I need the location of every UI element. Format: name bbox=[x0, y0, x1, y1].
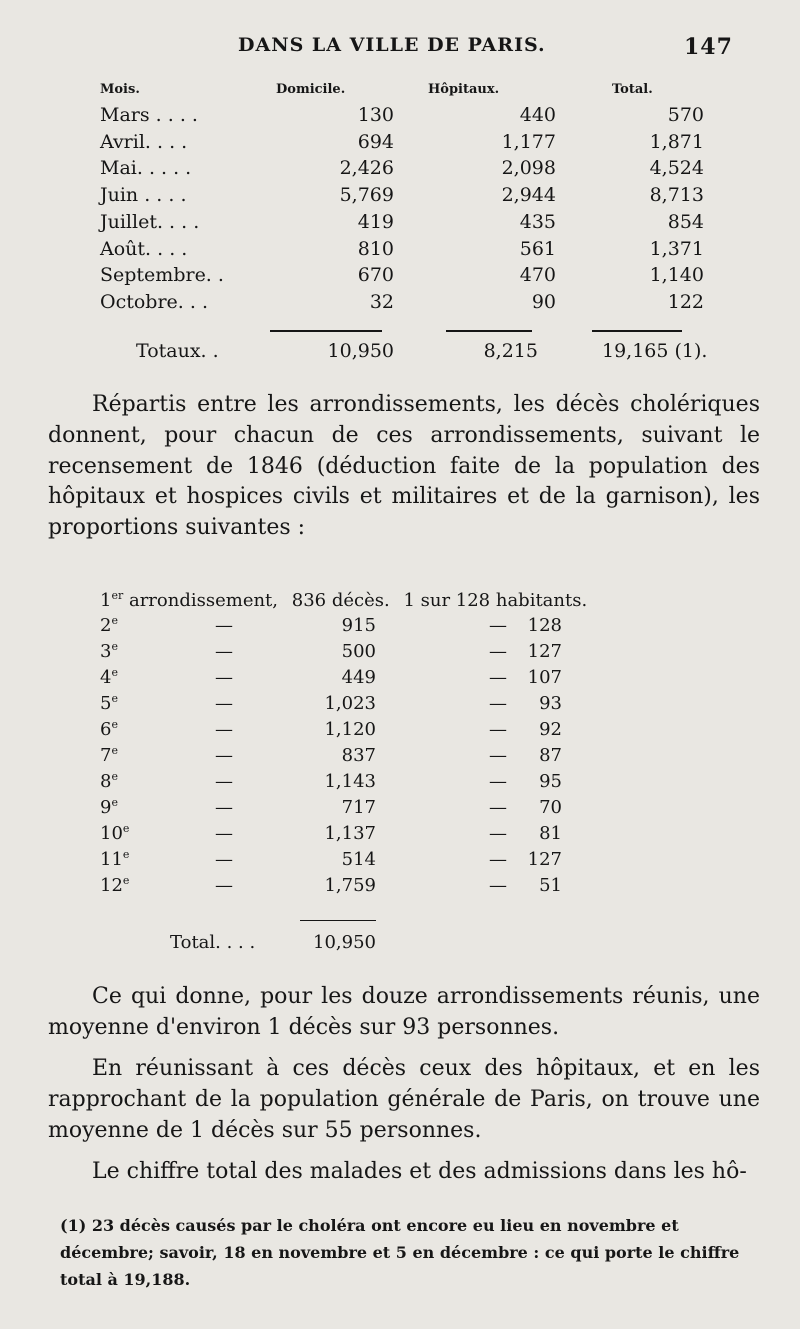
arr-row-dash: — bbox=[489, 823, 507, 844]
arr-row-dash: — bbox=[215, 875, 233, 896]
monthly-row-domicile-value: 2,426 bbox=[339, 157, 394, 179]
monthly-row-hopitaux-value: 90 bbox=[531, 291, 556, 313]
arr-row-dash: — bbox=[215, 797, 233, 818]
arr-ordinal-suffix: e bbox=[111, 796, 118, 809]
arr-row-deaths: 1,120 bbox=[324, 719, 376, 740]
monthly-row-hopitaux-value: 2,944 bbox=[501, 184, 556, 206]
arr-row-ordinal bbox=[100, 667, 132, 688]
monthly-row-hopitaux-value: 1,177 bbox=[501, 131, 556, 153]
arr-row-ordinal bbox=[100, 849, 132, 870]
monthly-row-month-name: Juin . . . . bbox=[100, 184, 187, 206]
footnote: (1) 23 décès causés par le choléra ont encore eu lieu en novembre et décembre; savoir, 18 en novembre et 5 en décembre : ce qui porte le chiffre total à 19,188. bbox=[60, 1216, 740, 1289]
totals-hopitaux: 8,215 bbox=[483, 340, 538, 362]
monthly-row-hopitaux-value: 440 bbox=[519, 104, 556, 126]
page-number: 147 bbox=[684, 34, 733, 60]
arr-ordinal-number: 9 bbox=[100, 797, 112, 818]
monthly-row-domicile-value: 419 bbox=[357, 211, 394, 233]
arr-ordinal-suffix: e bbox=[111, 692, 118, 705]
arr-row-ordinal bbox=[100, 693, 132, 714]
paragraph-repartition: Répartis entre les arrondissements, les décès cholériques donnent, pour chacun de ces arrondissements, suivant le recensement de 1846 (déduction faite de la population des hôpitaux et hospices civils et militaires et de la garnison), les proportions suivantes : bbox=[48, 392, 760, 541]
arr-row-deaths: 1,023 bbox=[324, 693, 376, 714]
arr-ordinal-number: 7 bbox=[100, 745, 112, 766]
monthly-row-month-name: Juillet. . . . bbox=[100, 211, 200, 233]
totals-domicile: 10,950 bbox=[327, 340, 394, 362]
col-header-hopitaux: Hôpitaux. bbox=[428, 82, 500, 97]
monthly-row-month-name: Août. . . . bbox=[100, 238, 188, 260]
arr-row-inhabitants: 127 bbox=[527, 849, 562, 870]
arr-row-dash: — bbox=[489, 771, 507, 792]
arr-row-dash: — bbox=[489, 641, 507, 662]
arr-row-ordinal bbox=[100, 745, 132, 766]
running-header: DANS LA VILLE DE PARIS. bbox=[238, 34, 546, 56]
arr-ordinal-suffix: e bbox=[111, 744, 118, 757]
monthly-row-total-value: 1,371 bbox=[649, 238, 704, 260]
arr-ordinal-suffix: e bbox=[111, 640, 118, 653]
arr-row-dash: — bbox=[215, 667, 233, 688]
arr-deaths: 836 décès. bbox=[291, 590, 390, 611]
monthly-row-hopitaux-value: 435 bbox=[519, 211, 556, 233]
monthly-row-hopitaux-value: 470 bbox=[519, 264, 556, 286]
sum-rule-total bbox=[592, 330, 682, 332]
arr-row-dash: — bbox=[215, 745, 233, 766]
arr-row-dash: — bbox=[489, 615, 507, 636]
monthly-row-domicile-value: 810 bbox=[357, 238, 394, 260]
arr-row-1 bbox=[100, 590, 587, 611]
col-header-mois: Mois. bbox=[100, 82, 140, 97]
arr-row-ordinal bbox=[100, 641, 132, 662]
arr-row-deaths: 449 bbox=[341, 667, 376, 688]
arr-row-dash: — bbox=[489, 719, 507, 740]
arr-row-ordinal bbox=[100, 615, 132, 636]
monthly-row-hopitaux-value: 2,098 bbox=[501, 157, 556, 179]
col-header-domicile: Domicile. bbox=[276, 82, 346, 97]
arr-row-inhabitants: 107 bbox=[527, 667, 562, 688]
monthly-row-total-value: 8,713 bbox=[649, 184, 704, 206]
arr-ordinal-number: 11 bbox=[100, 849, 123, 870]
monthly-row-domicile-value: 32 bbox=[369, 291, 394, 313]
totals-total: 19,165 (1). bbox=[602, 340, 708, 362]
arr-row-inhabitants: 70 bbox=[539, 797, 562, 818]
arr-row-dash: — bbox=[215, 693, 233, 714]
arr-word: arrondissement, bbox=[128, 590, 279, 611]
arr-row-deaths: 514 bbox=[341, 849, 376, 870]
arr-row-ordinal bbox=[100, 875, 132, 896]
arr-row-inhabitants: 81 bbox=[539, 823, 562, 844]
monthly-row-total-value: 122 bbox=[667, 291, 704, 313]
arr-ordinal-suffix: e bbox=[111, 718, 118, 731]
paragraph-moyenne: Ce qui donne, pour les douze arrondissements réunis, une moyenne d'environ 1 décès sur 93 personnes. bbox=[48, 984, 760, 1040]
arr-row-dash: — bbox=[489, 849, 507, 870]
monthly-row-domicile-value: 130 bbox=[357, 104, 394, 126]
monthly-row-domicile-value: 694 bbox=[357, 131, 394, 153]
arr-ordinal-number: 4 bbox=[100, 667, 112, 688]
arr-total-value: 10,950 bbox=[313, 932, 376, 953]
arr-row-inhabitants: 128 bbox=[527, 615, 562, 636]
arr-row-deaths: 1,143 bbox=[324, 771, 376, 792]
arr-ordinal-number: 8 bbox=[100, 771, 112, 792]
monthly-row-month-name: Octobre. . . bbox=[100, 291, 208, 313]
arr-ratio: 1 sur 128 habitants. bbox=[403, 590, 588, 611]
paragraph-reunissant: En réunissant à ces décès ceux des hôpitaux, et en les rapprochant de la population générale de Paris, on trouve une moyenne de 1 décès sur 55 personnes. bbox=[48, 1056, 760, 1143]
monthly-row-hopitaux-value: 561 bbox=[519, 238, 556, 260]
arr-row-inhabitants: 87 bbox=[539, 745, 562, 766]
monthly-row-domicile-value: 670 bbox=[357, 264, 394, 286]
monthly-row-month-name: Mai. . . . . bbox=[100, 157, 192, 179]
arr-row-ordinal bbox=[100, 719, 132, 740]
arr-row-inhabitants: 127 bbox=[527, 641, 562, 662]
arr-ordinal-suffix: e bbox=[122, 874, 130, 887]
arr-row-dash: — bbox=[215, 771, 233, 792]
arr-ordinal-suffix: e bbox=[122, 848, 130, 861]
arr-row-deaths: 717 bbox=[341, 797, 376, 818]
arr-total-label: Total. . . . bbox=[170, 932, 256, 953]
arr-ordinal-suffix: e bbox=[122, 822, 130, 835]
monthly-row-total-value: 1,871 bbox=[649, 131, 704, 153]
arr-row-deaths: 837 bbox=[341, 745, 376, 766]
arr-row-deaths: 915 bbox=[341, 615, 376, 636]
paragraph-chiffre-total: Le chiffre total des malades et des admissions dans les hô- bbox=[92, 1159, 747, 1184]
arr-ordinal-number: 6 bbox=[100, 719, 112, 740]
arr-row-ordinal bbox=[100, 797, 132, 818]
arr-ordinal-suffix: e bbox=[111, 614, 118, 627]
monthly-row-month-name: Mars . . . . bbox=[100, 104, 198, 126]
arr-ordinal-suffix: e bbox=[111, 666, 118, 679]
arr-row-ordinal bbox=[100, 771, 132, 792]
arr-row-dash: — bbox=[489, 875, 507, 896]
arr-ordinal-number: 5 bbox=[100, 693, 112, 714]
sum-rule-hopitaux bbox=[446, 330, 532, 332]
arr-ordinal: 1 bbox=[100, 590, 112, 611]
arr-row-dash: — bbox=[215, 719, 233, 740]
monthly-row-total-value: 854 bbox=[667, 211, 704, 233]
arr-row-inhabitants: 93 bbox=[539, 693, 562, 714]
arr-ordinal-suffix: e bbox=[111, 770, 118, 783]
arr-row-dash: — bbox=[215, 615, 233, 636]
arr-sum-rule bbox=[300, 920, 376, 921]
arr-row-dash: — bbox=[215, 641, 233, 662]
arr-row-dash: — bbox=[489, 745, 507, 766]
arr-ordinal-suffix: er bbox=[111, 589, 124, 602]
monthly-row-total-value: 1,140 bbox=[649, 264, 704, 286]
arr-ordinal-number: 10 bbox=[100, 823, 123, 844]
monthly-row-domicile-value: 5,769 bbox=[339, 184, 394, 206]
col-header-total: Total. bbox=[612, 82, 653, 97]
sum-rule-domicile bbox=[270, 330, 382, 332]
monthly-row-month-name: Avril. . . . bbox=[100, 131, 188, 153]
monthly-row-total-value: 4,524 bbox=[649, 157, 704, 179]
arr-row-deaths: 1,137 bbox=[324, 823, 376, 844]
arr-row-dash: — bbox=[489, 693, 507, 714]
arr-row-inhabitants: 51 bbox=[539, 875, 562, 896]
arr-row-ordinal bbox=[100, 823, 132, 844]
arr-row-deaths: 500 bbox=[341, 641, 376, 662]
arr-ordinal-number: 3 bbox=[100, 641, 112, 662]
monthly-row-total-value: 570 bbox=[667, 104, 704, 126]
arr-ordinal-number: 12 bbox=[100, 875, 123, 896]
arr-row-dash: — bbox=[215, 849, 233, 870]
arr-row-inhabitants: 92 bbox=[539, 719, 562, 740]
arr-row-dash: — bbox=[489, 667, 507, 688]
arr-row-dash: — bbox=[489, 797, 507, 818]
arr-row-deaths: 1,759 bbox=[324, 875, 376, 896]
monthly-row-month-name: Septembre. . bbox=[100, 264, 224, 286]
arr-row-dash: — bbox=[215, 823, 233, 844]
arr-ordinal-number: 2 bbox=[100, 615, 112, 636]
totals-label: Totaux. . bbox=[136, 340, 219, 362]
arr-row-inhabitants: 95 bbox=[539, 771, 562, 792]
